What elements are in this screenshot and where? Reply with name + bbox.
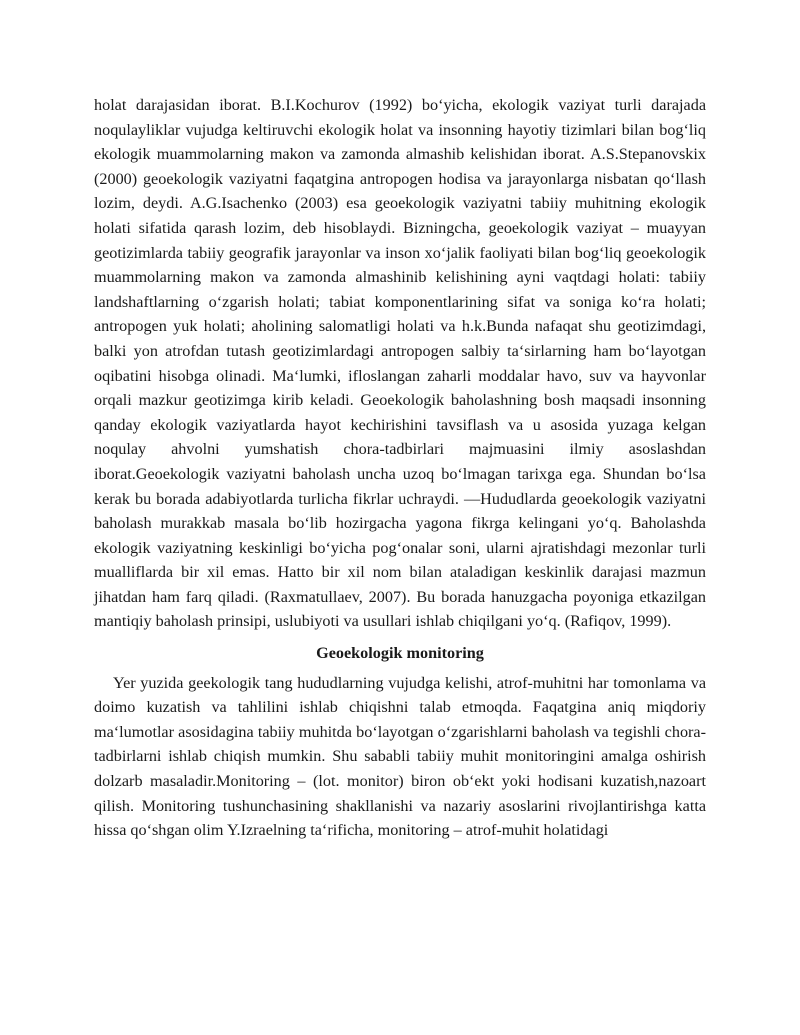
body-paragraph: Yer yuzida geekologik tang hududlarning vujudga kelishi, atrof-muhitni har tomonlama va doimo kuzatish va tahlilini ishlab chiqishni talab etmoqda. Faqatgina aniq miqdoriy ma‘lumotlar asosidagina tabiiy muhitda bo‘layotgan o‘zgarishlarni baholash va tegishli chora-tadbirlarni ishlab chiqish mumkin. Shu sababli tabiiy muhit monitoringini amalga oshirish dolzarb masaladir.Monitoring – (lot. monitor) biron ob‘ekt yoki hodisani kuzatish,nazoart qilish. Monitoring tushunchasining shakllanishi va nazariy asoslarini rivojlantirishga katta hissa qo‘shgan olim Y.Izraelning ta‘rificha, monitoring – atrof-muhit holatidagi	[94, 673, 706, 840]
body-paragraph: holat darajasidan iborat. B.I.Kochurov (1992) bo‘yicha, ekologik vaziyat turli darajada noqulayliklar vujudga keltiruvchi ekologik holat va insonning hayotiy tizimlari bilan bog‘liq ekologik muammolarning makon va zamonda almashib kelishidan iborat. A.S.Stepanovskix (2000) geoekologik vaziyatni faqatgina antropogen hodisa va jarayonlarga nisbatan qo‘llash lozim, deydi. A.G.Isachenko (2003) esa geoekologik vaziyatni tabiiy muhitning ekologik holati sifatida qarash lozim, deb hisoblaydi. Bizningcha, geoekologik vaziyat – muayyan geotizimlarda tabiiy geografik jarayonlar va inson xo‘jalik faoliyati bilan bog‘liq geoekologik muammolarning makon va zamonda almashinib kelishining ayni vaqtdagi holati: tabiiy landshaftlarning o‘zgarish holati; tabiat komponentlarining sifat va soniga ko‘ra holati; antropogen yuk holati; aholining salomatligi holati va h.k.Bunda nafaqat shu geotizimdagi, balki yon atrofdan tutash geotizimlardagi antropogen salbiy ta‘sirlarning ham bo‘layotgan oqibatini hisobga olinadi. Ma‘lumki, ifloslangan zaharli moddalar havo, suv va hayvonlar orqali mazkur geotizimga kirib keladi. Geoekologik baholashning bosh maqsadi insonning qanday ekologik vaziyatlarda hayot kechirishini tavsiflash va u asosida yuzaga kelgan noqulay ahvolni yumshatish chora-tadbirlari majmuasini ilmiy asoslashdan iborat.Geoekologik vaziyatni baholash uncha uzoq bo‘lmagan tarixga ega. Shundan bo‘lsa kerak bu borada adabiyotlarda turlicha fikrlar uchraydi. ―Hududlarda geoekologik vaziyatni baholash murakkab masala bo‘lib hozirgacha yagona fikrga kelingani yo‘q. Baholashda ekologik vaziyatning keskinligi bo‘yicha pog‘onalar soni, ularni ajratishdagi mezonlar turli mualliflarda bir xil emas. Hatto bir xil nom bilan ataladigan keskinlik darajasi mazmun jihatdan ham farq qiladi. (Raxmatullaev, 2007). Bu borada hanuzgacha poyoniga etkazilgan mantiqiy baholash prinsipi, uslubiyoti va usullari ishlab chiqilgani yo‘q. (Rafiqov, 1999).	[94, 96, 706, 631]
section-heading: Geoekologik monitoring	[316, 644, 484, 663]
document-page	[94, 93, 706, 843]
